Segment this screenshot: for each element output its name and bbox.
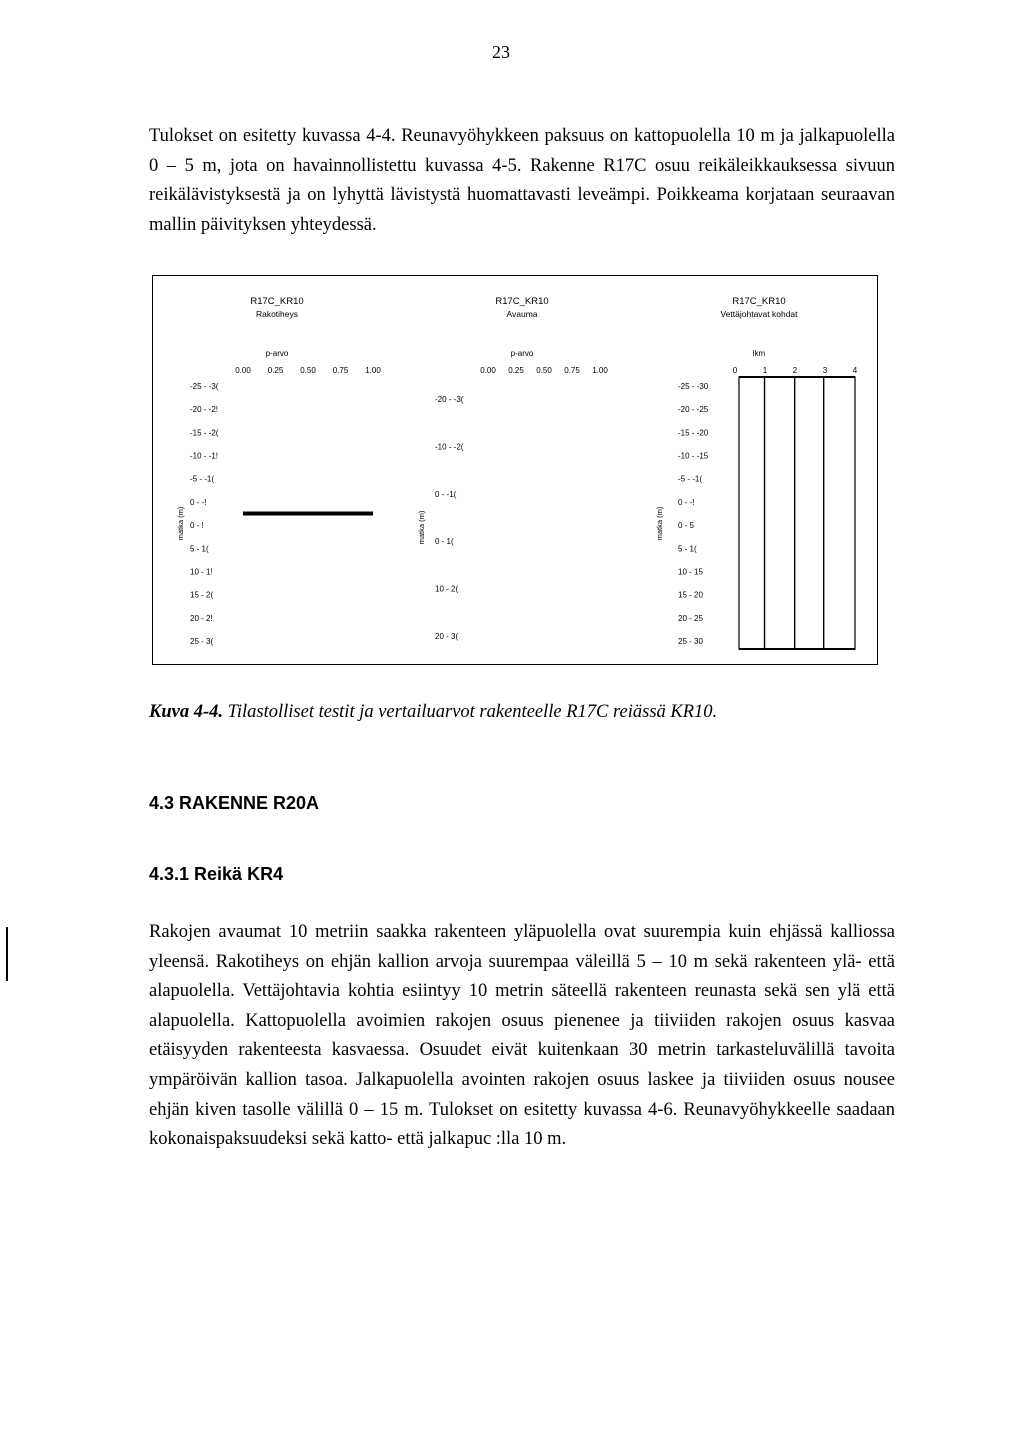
x-tick-label: 0.25 <box>508 366 524 375</box>
y-category-label: -5 - -1( <box>190 474 214 484</box>
subsection-heading: 4.3.1 Reikä KR4 <box>149 864 284 884</box>
bar <box>243 512 373 516</box>
x-tick-label: 0.00 <box>480 366 496 375</box>
body-paragraph-2: Rakojen avaumat 10 metriin saakka rakenteen yläpuolella ovat suurempia kuin ehjässä kalliossa yleensä. Rakotiheys on ehjän kallion arvoja suurempaa väleillä 5 – 10 m sekä rakenteen ylä- että alapuolella. Vettäjohtavia kohtia esiintyy 10 metrin säteellä rakenteen reunasta sekä sen ylä että alapuolella. Kattopuolella avoimien rakojen osuus pienenee ja tiiviiden rakojen osuus kasvaa etäisyyden rakenteesta kasvaessa. Osuudet eivät kuitenkaan 30 metrin tarkasteluvälillä tavoita ympäröivän kallion tasoa. Jalkapuolella avointen rakojen osuus laskee ja tiiviiden osuus nousee ehjän kiven tasolle välillä 0 – 15 m. Tulokset on esitetty kuvassa 4-6. Reunavyöhykkeelle saadaan kokonaispaksuudeksi sekä katto- että jalkapuc :lla 10 m. <box>149 922 895 1150</box>
x-tick-label: 0 <box>732 366 738 375</box>
y-category-label: -20 - -3( <box>435 395 464 404</box>
x-tick-label: 0.00 <box>235 366 251 375</box>
panel-title: R17C_KR10 <box>495 296 549 307</box>
figure-caption <box>149 702 717 723</box>
y-category-label: 25 - 30 <box>678 637 703 646</box>
caption-label: Kuva 4-4. <box>149 702 223 722</box>
y-category-label: 20 - 25 <box>678 613 703 623</box>
caption-text: Tilastolliset testit ja vertailuarvot rakenteelle R17C reiässä KR10. <box>227 702 718 722</box>
x-tick-label: 0.75 <box>332 366 349 375</box>
y-category-label: -10 - -15 <box>678 451 709 461</box>
y-category-label: 20 - 2! <box>190 613 213 623</box>
y-category-label: -10 - -2( <box>435 442 464 452</box>
x-tick-label: 0.75 <box>564 366 580 375</box>
page-number: 23 <box>492 42 510 62</box>
y-category-label: 5 - 1( <box>190 544 209 554</box>
y-category-label: 0 - -1( <box>435 489 457 499</box>
y-category-label: 10 - 15 <box>678 567 703 577</box>
x-axis-label: p-arvo <box>265 349 289 358</box>
y-category-label: 10 - 2( <box>435 584 459 594</box>
y-axis-label: matka (m) <box>176 506 185 541</box>
y-axis-label: matka (m) <box>417 510 426 545</box>
y-category-label: -20 - -2! <box>190 405 219 415</box>
panel-subtitle: Vettäjohtavat kohdat <box>720 309 798 319</box>
bar <box>739 467 855 490</box>
figure-charts <box>153 276 879 666</box>
y-category-label: 0 - ! <box>190 521 204 531</box>
panel-subtitle: Rakotiheys <box>255 309 299 319</box>
panel-subtitle: Avauma <box>506 309 538 319</box>
x-tick-label: 1 <box>762 366 768 375</box>
x-tick-label: 0.25 <box>267 366 284 375</box>
y-category-label: -5 - -1( <box>678 474 702 484</box>
y-category-label: 0 - -! <box>190 497 207 507</box>
bar <box>739 490 855 513</box>
x-tick-label: 0.50 <box>300 366 316 375</box>
x-tick-label: 3 <box>822 366 828 375</box>
bar <box>739 398 855 421</box>
y-category-label: 20 - 3( <box>435 632 459 641</box>
x-tick-label: 2 <box>792 366 798 375</box>
y-category-label: -15 - -2( <box>190 428 219 438</box>
y-category-label: -25 - -30 <box>678 382 709 391</box>
bar <box>739 560 855 583</box>
y-category-label: 15 - 20 <box>678 590 703 600</box>
bar <box>739 514 855 537</box>
x-axis-label: p-arvo <box>510 349 534 358</box>
section-heading: 4.3 RAKENNE R20A <box>149 793 320 813</box>
chart-frame <box>739 377 855 649</box>
y-category-label: 5 - 1( <box>678 544 697 554</box>
bar <box>739 444 855 467</box>
x-tick-label: 1.00 <box>365 366 381 375</box>
body-paragraph: Tulokset on esitetty kuvassa 4-4. Reunavyöhykkeen paksuus on kattopuolella 10 m ja jalkapuolella 0 – 5 m, jota on havainnollistettu kuvassa 4-5. Rakenne R17C osuu reikäleikkauksessa sivuun reikälävistyksestä ja on lyhyttä lävistystä huomattavasti leveämpi. Poikkeama korjataan seuraavan mallin päivityksen yhteydessä. <box>149 126 895 235</box>
y-category-label: 10 - 1! <box>190 567 213 577</box>
x-axis-label: lkm <box>752 349 766 358</box>
x-tick-label: 0.50 <box>536 366 552 375</box>
y-category-label: 0 - -! <box>678 497 695 507</box>
y-category-label: -25 - -3( <box>190 382 219 391</box>
panel-title: R17C_KR10 <box>250 296 304 307</box>
margin-change-bar <box>6 927 8 981</box>
bar <box>739 583 855 606</box>
y-category-label: 0 - 5 <box>678 521 695 531</box>
y-category-label: -20 - -25 <box>678 405 709 415</box>
y-category-label: -15 - -20 <box>678 428 709 438</box>
bar <box>739 421 855 444</box>
y-category-label: 0 - 1( <box>435 537 454 547</box>
x-tick-label: 4 <box>852 366 858 375</box>
y-axis-label: matka (m) <box>655 506 664 541</box>
bar <box>739 537 855 560</box>
y-category-label: -10 - -1! <box>190 451 219 461</box>
y-category-label: 15 - 2( <box>190 590 214 600</box>
y-category-label: 25 - 3( <box>190 637 214 646</box>
x-tick-label: 1.00 <box>592 366 608 375</box>
figure-4-4 <box>152 275 878 665</box>
bar <box>739 606 855 629</box>
panel-title: R17C_KR10 <box>732 296 786 307</box>
